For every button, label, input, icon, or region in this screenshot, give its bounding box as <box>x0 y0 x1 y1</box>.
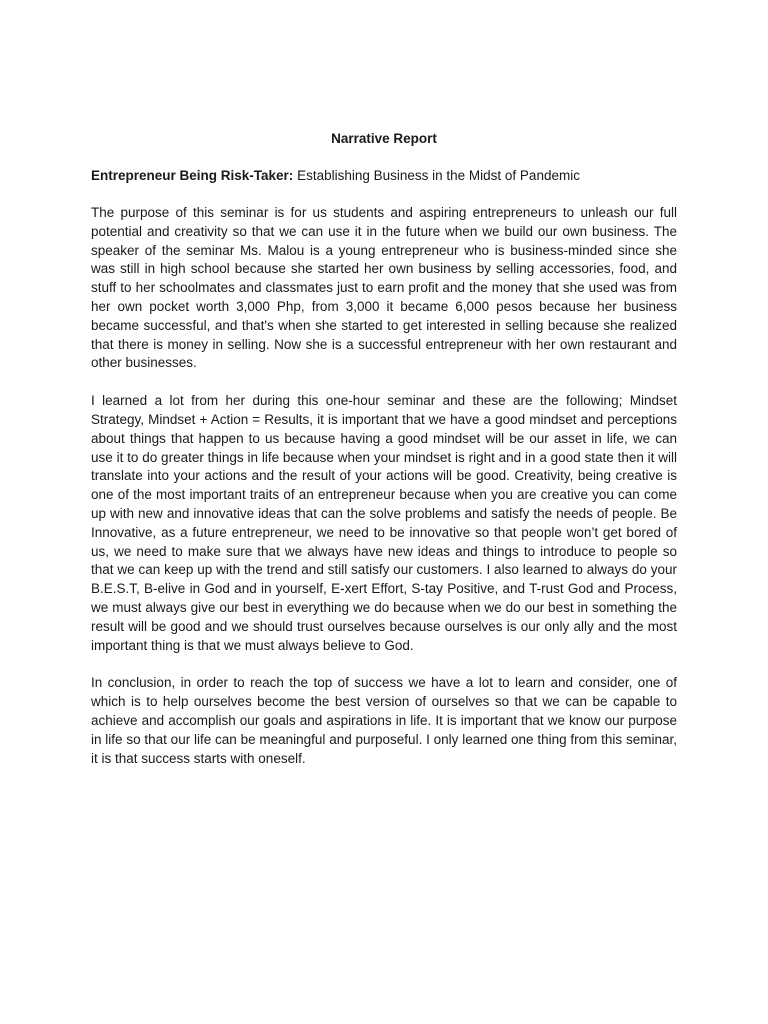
subtitle-bold-part: Entrepreneur Being Risk-Taker: <box>91 168 294 183</box>
paragraph-purpose: The purpose of this seminar is for us students and aspiring entrepreneurs to unleash our full potential and creativity so that we can use it in the future when we build our own business. The speaker of the seminar Ms. Malou is a young entrepreneur who is business-minded since she was still in high school because she started her own business by selling accessories, food, and stuff to her schoolmates and classmates just to earn profit and the money that she used was from her own pocket worth 3,000 Php, from 3,000 it became 6,000 pesos because her business became successful, and that's when she started to get interested in selling because she realized that there is money in selling. Now she is a successful entrepreneur with her own restaurant and other businesses. <box>91 205 677 371</box>
report-subtitle <box>91 167 677 185</box>
document-page <box>91 130 677 787</box>
page-title: Narrative Report <box>331 131 437 146</box>
paragraph-learnings: I learned a lot from her during this one-hour seminar and these are the following; Mindset Strategy, Mindset + Action = Results, it is important that we have a good mindset and perceptions about things that happen to us because having a good mindset will be our asset in life, we can use it to do greater things in life because when your mindset is right and in a good state then it will translate into your actions and the result of your actions will be good. Creativity, being creative is one of the most important traits of an entrepreneur because when you are creative you can come up with new and innovative ideas that can the solve problems and satisfy the needs of people. Be Innovative, as a future entrepreneur, we need to be innovative so that people won’t get bored of us, we need to make sure that we always have new ideas and things to introduce to people so that we can keep up with the trend and still satisfy our customers. I also learned to always do your B.E.S.T, B-elive in God and in yourself, E-xert Effort, S-tay Positive, and T-rust God and Process, we must always give our best in everything we do because when we do our best in something the result will be good and we should trust ourselves because ourselves is our only ally and the most important thing is that we must always believe to God. <box>91 393 677 653</box>
subtitle-rest-part: Establishing Business in the Midst of Pandemic <box>293 168 580 183</box>
paragraph-conclusion: In conclusion, in order to reach the top of success we have a lot to learn and consider, one of which is to help ourselves become the best version of ourselves so that we can be capable to achieve and accomplish our goals and aspirations in life. It is important that we know our purpose in life so that our life can be meaningful and purposeful. I only learned one thing from this seminar, it is that success starts with oneself. <box>91 675 677 766</box>
